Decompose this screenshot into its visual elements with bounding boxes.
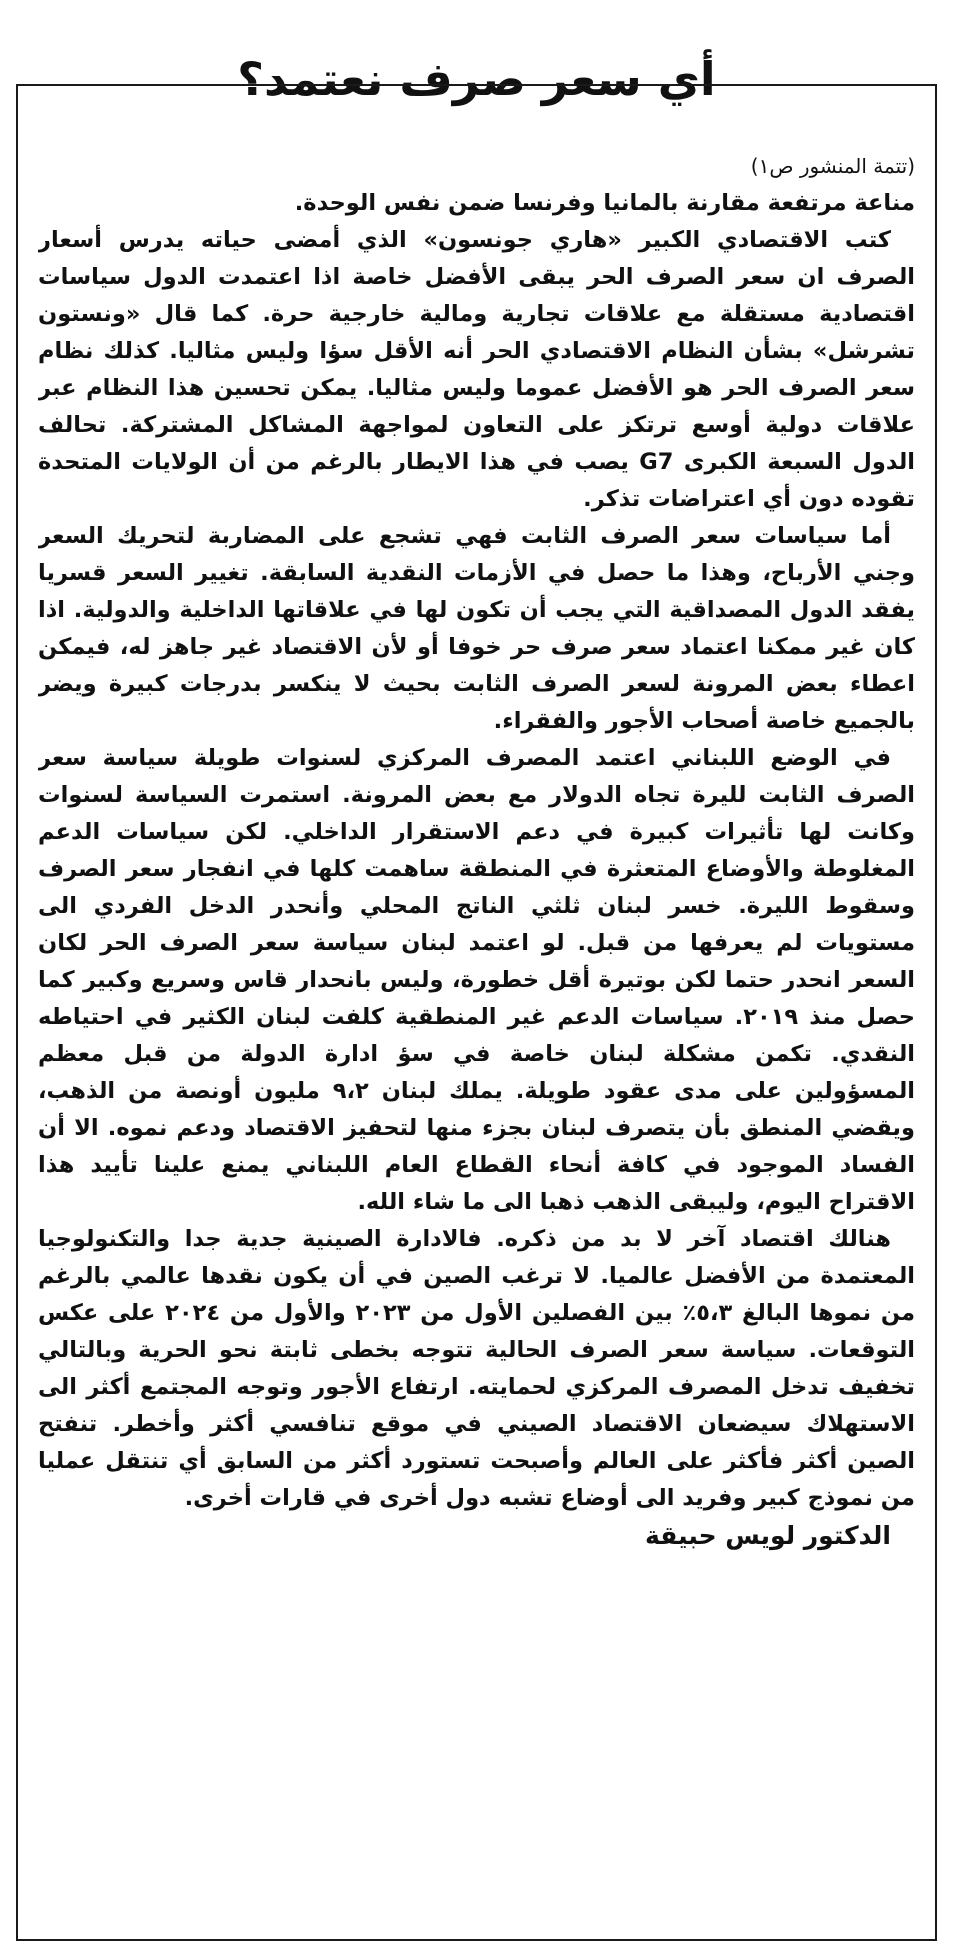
author-signature: الدكتور لويس حبيقة <box>645 1521 891 1550</box>
paragraph-3: أما سياسات سعر الصرف الثابت فهي تشجع على المضاربة لتحريك السعر وجني الأرباح، وهذا ما حصل في الأزمات النقدية السابقة. تغيير السعر قسريا يفقد الدول المصداقية التي يجب أن تكون لها في علاقاتها الداخلية والدولية. اذا كان غير ممكنا اعتماد سعر صرف حر خوفا أو لأن الاقتصاد غير جاهز له، فيمكن اعطاء بعض المرونة لسعر الصرف الثابت بحيث لا ينكسر بدرجات كبيرة ويضر بالجميع خاصة أصحاب الأجور والفقراء. <box>38 523 915 734</box>
newspaper-clipping <box>16 12 937 1941</box>
paragraph-5: هنالك اقتصاد آخر لا بد من ذكره. فالادارة الصينية جدية جدا والتكنولوجيا المعتمدة من الأفضل عالميا. لا ترغب الصين في أن يكون نقدها عالمي بالرغم من نموها البالغ ٥،٣٪ بين الفصلين الأول من ٢٠٢٣ والأول من ٢٠٢٤ على عكس التوقعات. سياسة سعر الصرف الحالية تتوجه بخطى ثابتة نحو الحرية وبالتالي تخفيف تدخل المصرف المركزي لحمايته. ارتفاع الأجور وتوجه المجتمع أكثر الى الاستهلاك سيضعان الاقتصاد الصيني في موقع تنافسي أكثر وأخطر. تنفتح الصين أكثر فأكثر على العالم وأصبحت تستورد أكثر من السابق أي تنتقل عمليا من نموذج كبير وفريد الى أوضاع تشبه دول أخرى في قارات أخرى. <box>38 1226 915 1511</box>
paragraph-4: في الوضع اللبناني اعتمد المصرف المركزي لسنوات طويلة سياسة سعر الصرف الثابت لليرة تجاه الدولار مع بعض المرونة. استمرت السياسة لسنوات وكانت لها تأثيرات كبيرة في دعم الاستقرار الداخلي. لكن سياسات الدعم المغلوطة والأوضاع المتعثرة في المنطقة ساهمت كلها في انفجار سعر الصرف وسقوط الليرة. خسر لبنان ثلثي الناتج المحلي وأنحدر الدخل الفردي الى مستويات لم يعرفها من قبل. لو اعتمد لبنان سياسة سعر الصرف الحر لكان السعر انحدر حتما لكن بوتيرة أقل خطورة، وليس بانحدار قاس وسريع وكبير كما حصل منذ ٢٠١٩. سياسات الدعم غير المنطقية كلفت لبنان الكثير في احتياطه النقدي. تكمن مشكلة لبنان خاصة في سؤ ادارة الدولة من قبل معظم المسؤولين على مدى عقود طويلة. يملك لبنان ٩،٢ مليون أونصة من الذهب، ويقضي المنطق بأن يتصرف لبنان بجزء منها لتحفيز الاقتصاد ودعم نموه. الا أن الفساد الموجود في كافة أنحاء القطاع العام اللبناني يمنع علينا تأييد هذا الاقتراح اليوم، وليبقى الذهب ذهبا الى ما شاء الله. <box>38 745 915 1215</box>
paragraph-2: كتب الاقتصادي الكبير «هاري جونسون» الذي أمضى حياته يدرس أسعار الصرف ان سعر الصرف الحر يبقى الأفضل خاصة اذا اعتمدت الدول سياسات اقتصادية مستقلة مع علاقات تجارية ومالية خارجية حرة. كما قال «ونستون تشرشل» بشأن النظام الاقتصادي الحر أنه الأقل سؤا وليس مثاليا. كذلك نظام سعر الصرف الحر هو الأفضل عموما وليس مثاليا. يمكن تحسين هذا النظام عبر علاقات دولية أوسع ترتكز على التعاون لمواجهة المشاكل المشتركة. تحالف الدول السبعة الكبرى G7 يصب في هذا الايطار بالرغم من أن الولايات المتحدة تقوده دون أي اعتراضات تذكر. <box>38 227 915 512</box>
article-headline: أي سعر صرف نعتمد؟ <box>237 51 716 106</box>
continuation-note: (تتمة المنشور ص١) <box>750 154 915 178</box>
article-body <box>38 148 915 1917</box>
paragraph-1: مناعة مرتفعة مقارنة بالمانيا وفرنسا ضمن نفس الوحدة. <box>294 190 915 216</box>
